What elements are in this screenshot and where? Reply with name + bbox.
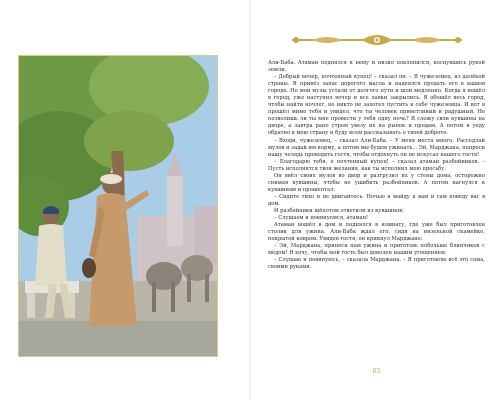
right-page xyxy=(268,32,485,382)
paragraph: Он ввёл своих мулов во двор и разгрузил их у стены дома, осторожно снимая кувшины, чтобы не ушибить разбойников. А потом нагнулся к кувшинам и прошептал: xyxy=(268,172,485,193)
paragraph: – Слушаем и повинуемся, атаман! xyxy=(274,215,369,222)
paragraph: – Благодарю тебя, о почтенный купец! – сказал атаман разбойников. – Пусть исполнятся твои желания, как ты исполнил мою просьбу. xyxy=(268,158,485,172)
illustration xyxy=(18,55,218,357)
page-number: 65 xyxy=(372,368,381,375)
paragraph: – Сидите тихо и не двигайтесь. Ночью я выйду к вам и сам поведу вас в дом. xyxy=(268,193,485,207)
paragraph: – Добрый вечер, почтенный купец! – сказал он. – Я чужеземец, из далёкой страны. Я привёз запас дорогого масла и надеялся продать его в вашем городе. Но мои мулы устали от долгого пути и шли медленно. Когда я вошёл в город, уже наступил вечер и все лавки закрылись. Я обошёл весь город, чтобы найти ночлег, но никто не захотел пустить к себе чужеземца. И вот я прошёл мимо тебя и увидел, что ты человек приветливый и радушный. Не позволишь ли ты мне провести у тебя одну ночь? Я сложу свои кувшины на дворе, а завтра рано утром увезу их на рынок и продам. А потом я уеду обратно в мою страну и буду всем рассказывать о твоей доброте. xyxy=(268,74,485,137)
paragraph: Али-Баба. Атаман поднялся к нему и низко поклонился, коснувшись рукой земли. xyxy=(268,60,485,74)
page-gutter xyxy=(249,0,251,400)
decorative-header-ornament xyxy=(292,32,462,48)
paragraph: – Слушаю и повинуюсь, – сказала Марджана. – Я приготовлю всё это сама, своими руками. xyxy=(268,257,485,271)
paragraph: – Входи, чужеземец, – сказал Али-Баба. – У меня места много. Расседлай мулов и задай им корму, а потом мы будем ужинать... Эй, Марджана, попроси нашу челядь проводить гостя, чтобы отдохнуть он не искусал нашего гостя! xyxy=(268,137,485,158)
paragraph: И разбойники шёпотом ответили из кувшинов: xyxy=(274,207,404,214)
story-text xyxy=(268,60,485,271)
paragraph: – Эй, Марджана, принеси нам ужина и приготовь побольше блинчиков с мёдом! Я хочу, чтобы мой гость был доволен нашим угощением. xyxy=(268,243,485,257)
paragraph: Атаман вошёл в дом и поднялся в комнату, где уже был приготовлен столик для ужина. Али-Баба ждал его, сидя на низенькой скамейке, покрытой ковром. Увидев гостя, он крикнул Марджане: xyxy=(268,222,485,243)
